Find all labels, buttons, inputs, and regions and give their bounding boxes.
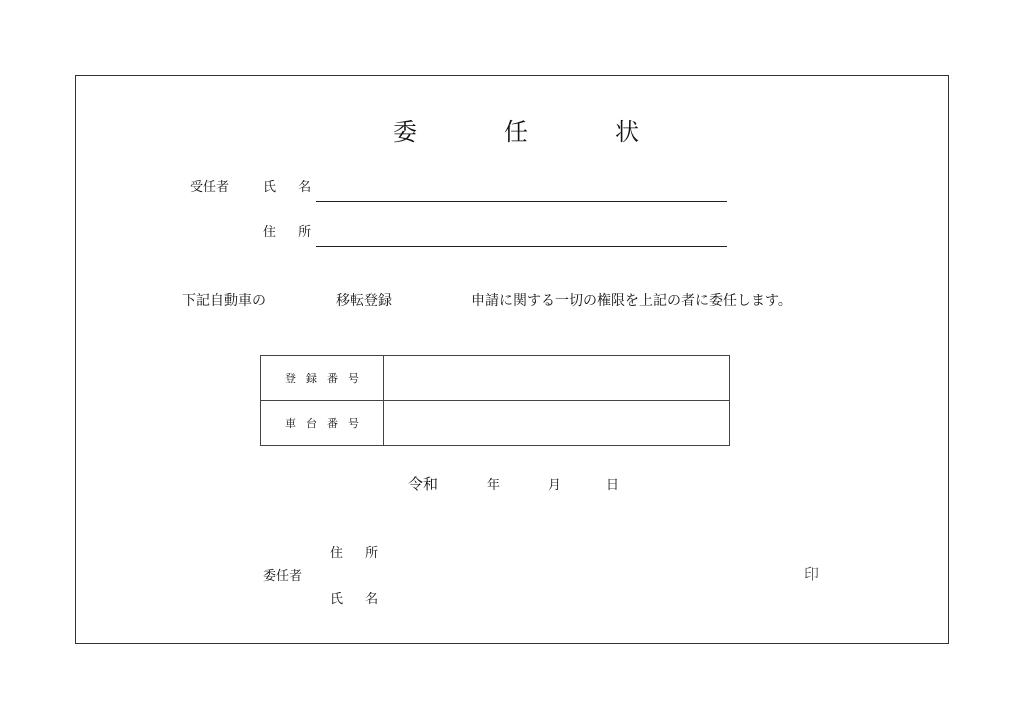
- grantor-name-label: 氏 名: [330, 592, 388, 607]
- document-title: [392, 112, 640, 147]
- registration-number-value[interactable]: [384, 356, 730, 401]
- grantee-address-label: 住 所: [263, 225, 321, 240]
- date-era: 令和: [408, 475, 439, 493]
- statement-suffix: 申請に関する一切の権限を上記の者に委任します。: [471, 293, 792, 309]
- date-month: 月: [548, 478, 562, 493]
- title-char-3: 状: [615, 118, 639, 146]
- date-year: 年: [487, 478, 501, 493]
- statement-procedure: 移転登録: [336, 293, 392, 309]
- table-row: [261, 356, 730, 401]
- grantor-address-label: 住 所: [330, 546, 388, 561]
- grantee-address-field[interactable]: [316, 246, 727, 247]
- grantee-heading: 受任者: [190, 180, 230, 195]
- grantor-heading: 委任者: [263, 569, 303, 584]
- grantee-name-label: 氏 名: [263, 180, 321, 195]
- grantee-name-field[interactable]: [316, 201, 727, 202]
- chassis-number-value[interactable]: [384, 401, 730, 446]
- vehicle-table: [260, 355, 730, 446]
- table-row: [261, 401, 730, 446]
- registration-number-label: 登録番号: [261, 356, 384, 401]
- title-char-1: 委: [393, 118, 417, 146]
- date-day: 日: [606, 478, 620, 493]
- title-char-2: 任: [504, 118, 528, 146]
- seal-mark: 印: [804, 565, 820, 583]
- chassis-number-label: 車台番号: [261, 401, 384, 446]
- statement-prefix: 下記自動車の: [182, 293, 266, 309]
